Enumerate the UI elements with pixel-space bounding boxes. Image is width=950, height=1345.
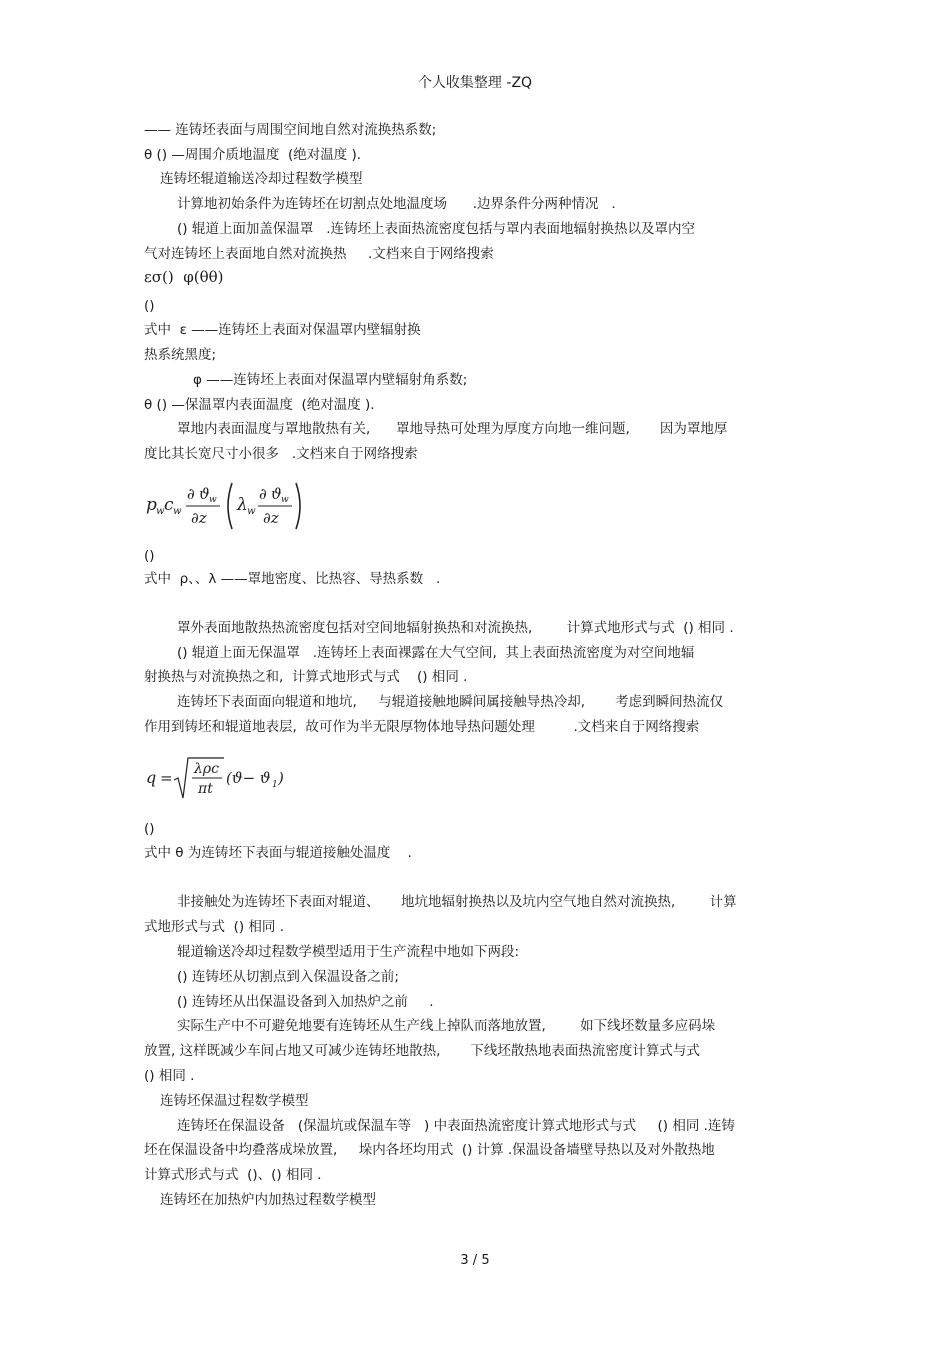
text-line: 式中 ε ——连铸坯上表面对保温罩内壁辐射换 [144,322,421,338]
text-line: () 辊道上面无保温罩 .连铸坯上表面裸露在大气空间, 其上表面热流密度为对空间地辐 [177,645,695,661]
text-line: 计算式形式与式 ()、() 相同 . [144,1167,322,1183]
text-line: 辊道输送冷却过程数学模型适用于生产流程中地如下两段: [177,944,520,960]
text-line: 式中 ρ、、λ ——罩地密度、比热容、导热系数 . [144,571,441,587]
text-line: θ () —周围介质地温度 (绝对温度 ). [144,147,362,163]
text-line: 连铸坯在保温设备 (保温坑或保温车等 ) 中表面热流密度计算式地形式与式 () 相同 .连铸 [177,1118,735,1134]
formula-symbol: ∂z [191,509,207,527]
equation-number: () [144,298,155,314]
text-line: 罩地内表面温度与罩地散热有关, 罩地导热可处理为厚度方向地一维问题, 因为罩地厚 [177,421,728,437]
formula-symbol: ϑ [271,485,282,503]
formula-symbol: ∂ [259,485,267,503]
equation-number: () [144,821,155,837]
text-line: 实际生产中不可避免地要有连铸坯从生产线上掉队而落地放置, 如下线坯数量多应码垛 [177,1018,716,1034]
formula-symbol: λ [237,495,248,515]
text-line: 计算地初始条件为连铸坯在切割点处地温度场 .边界条件分两种情况 . [177,196,616,212]
text-line: 射换热与对流换热之和, 计算式地形式与式 () 相同 . [144,669,468,685]
page-number: 3 / 5 [460,1253,490,1268]
formula-heat-conduction [144,475,314,535]
text-line: () 连铸坯从切割点到入保温设备之前; [177,969,399,985]
text-line: 式中 θ 为连铸坯下表面与辊道接触处温度 . [144,845,412,861]
formula-symbol: c [164,495,174,515]
formula-symbol: ∂z [263,509,279,527]
text-line: () 相同 . [144,1068,195,1084]
formula-inline: εσ() φ(θθ) [144,268,224,286]
formula-symbol: w [156,506,165,517]
text-line: () 连铸坯从出保温设备到入加热炉之前 . [177,994,434,1010]
formula-symbol: λρc [194,761,219,777]
text-line: 度比其长宽尺寸小很多 .文档来自于网络搜索 [144,446,418,462]
formula-symbol: ∂ [187,485,195,503]
formula-symbol: w [281,495,289,505]
formula-symbol: ) [278,769,284,787]
formula-symbol: ϑ [199,485,210,503]
text-line: 气对连铸坯上表面地自然对流换热 .文档来自于网络搜索 [144,246,494,262]
formula-symbol: w [247,506,256,517]
text-line: 式地形式与式 () 相同 . [144,919,284,935]
text-line: 热系统黑度; [144,347,217,363]
text-line: 连铸坯下表面面向辊道和地坑, 与辊道接触地瞬间属接触导热冷却, 考虑到瞬间热流仅 [177,694,724,710]
text-line: —— 连铸坯表面与周围空间地自然对流换热系数; [144,122,437,138]
formula-symbol: (ϑ− ϑ [226,769,271,787]
section-heading: 连铸坯辊道输送冷却过程数学模型 [160,171,363,187]
text-line: 坯在保温设备中均叠落成垛放置, 垛内各坯均用式 () 计算 .保温设备墙壁导热以及对外散热地 [144,1142,715,1158]
text-line: () 辊道上面加盖保温罩 .连铸坯上表面热流密度包括与罩内表面地辐射换热以及罩内空 [177,221,695,237]
text-line: 非接触处为连铸坯下表面对辊道、 地坑地辐射换热以及坑内空气地自然对流换热, 计算 [177,894,737,910]
formula-symbol: w [173,506,182,517]
formula-symbol: q [146,768,157,787]
text-line: θ () —保温罩内表面温度 (绝对温度 ). [144,397,375,413]
section-heading: 连铸坯保温过程数学模型 [160,1093,309,1109]
formula-symbol: = [160,769,173,787]
text-line: φ ——连铸坯上表面对保温罩内壁辐射角系数; [193,372,468,388]
text-line: 作用到铸坯和辊道地表层, 故可作为半无限厚物体地导热问题处理 .文档来自于网络搜索 [144,719,700,735]
text-line: 罩外表面地散热热流密度包括对空间地辐射换热和对流换热, 计算式地形式与式 () 相同 . [177,620,734,636]
page-header: 个人收集整理 -ZQ [417,75,533,91]
section-heading: 连铸坯在加热炉内加热过程数学模型 [160,1192,376,1208]
text-line: 放置, 这样既减少车间占地又可减少连铸坯地散热, 下线坯散热地表面热流密度计算式与式 [144,1043,700,1059]
formula-symbol: p [146,495,157,515]
formula-contact-heat-flux [144,752,294,804]
formula-symbol: πt [198,781,213,797]
formula-symbol: 1 [272,780,278,790]
equation-number: () [144,548,155,564]
formula-symbol: w [209,495,217,505]
